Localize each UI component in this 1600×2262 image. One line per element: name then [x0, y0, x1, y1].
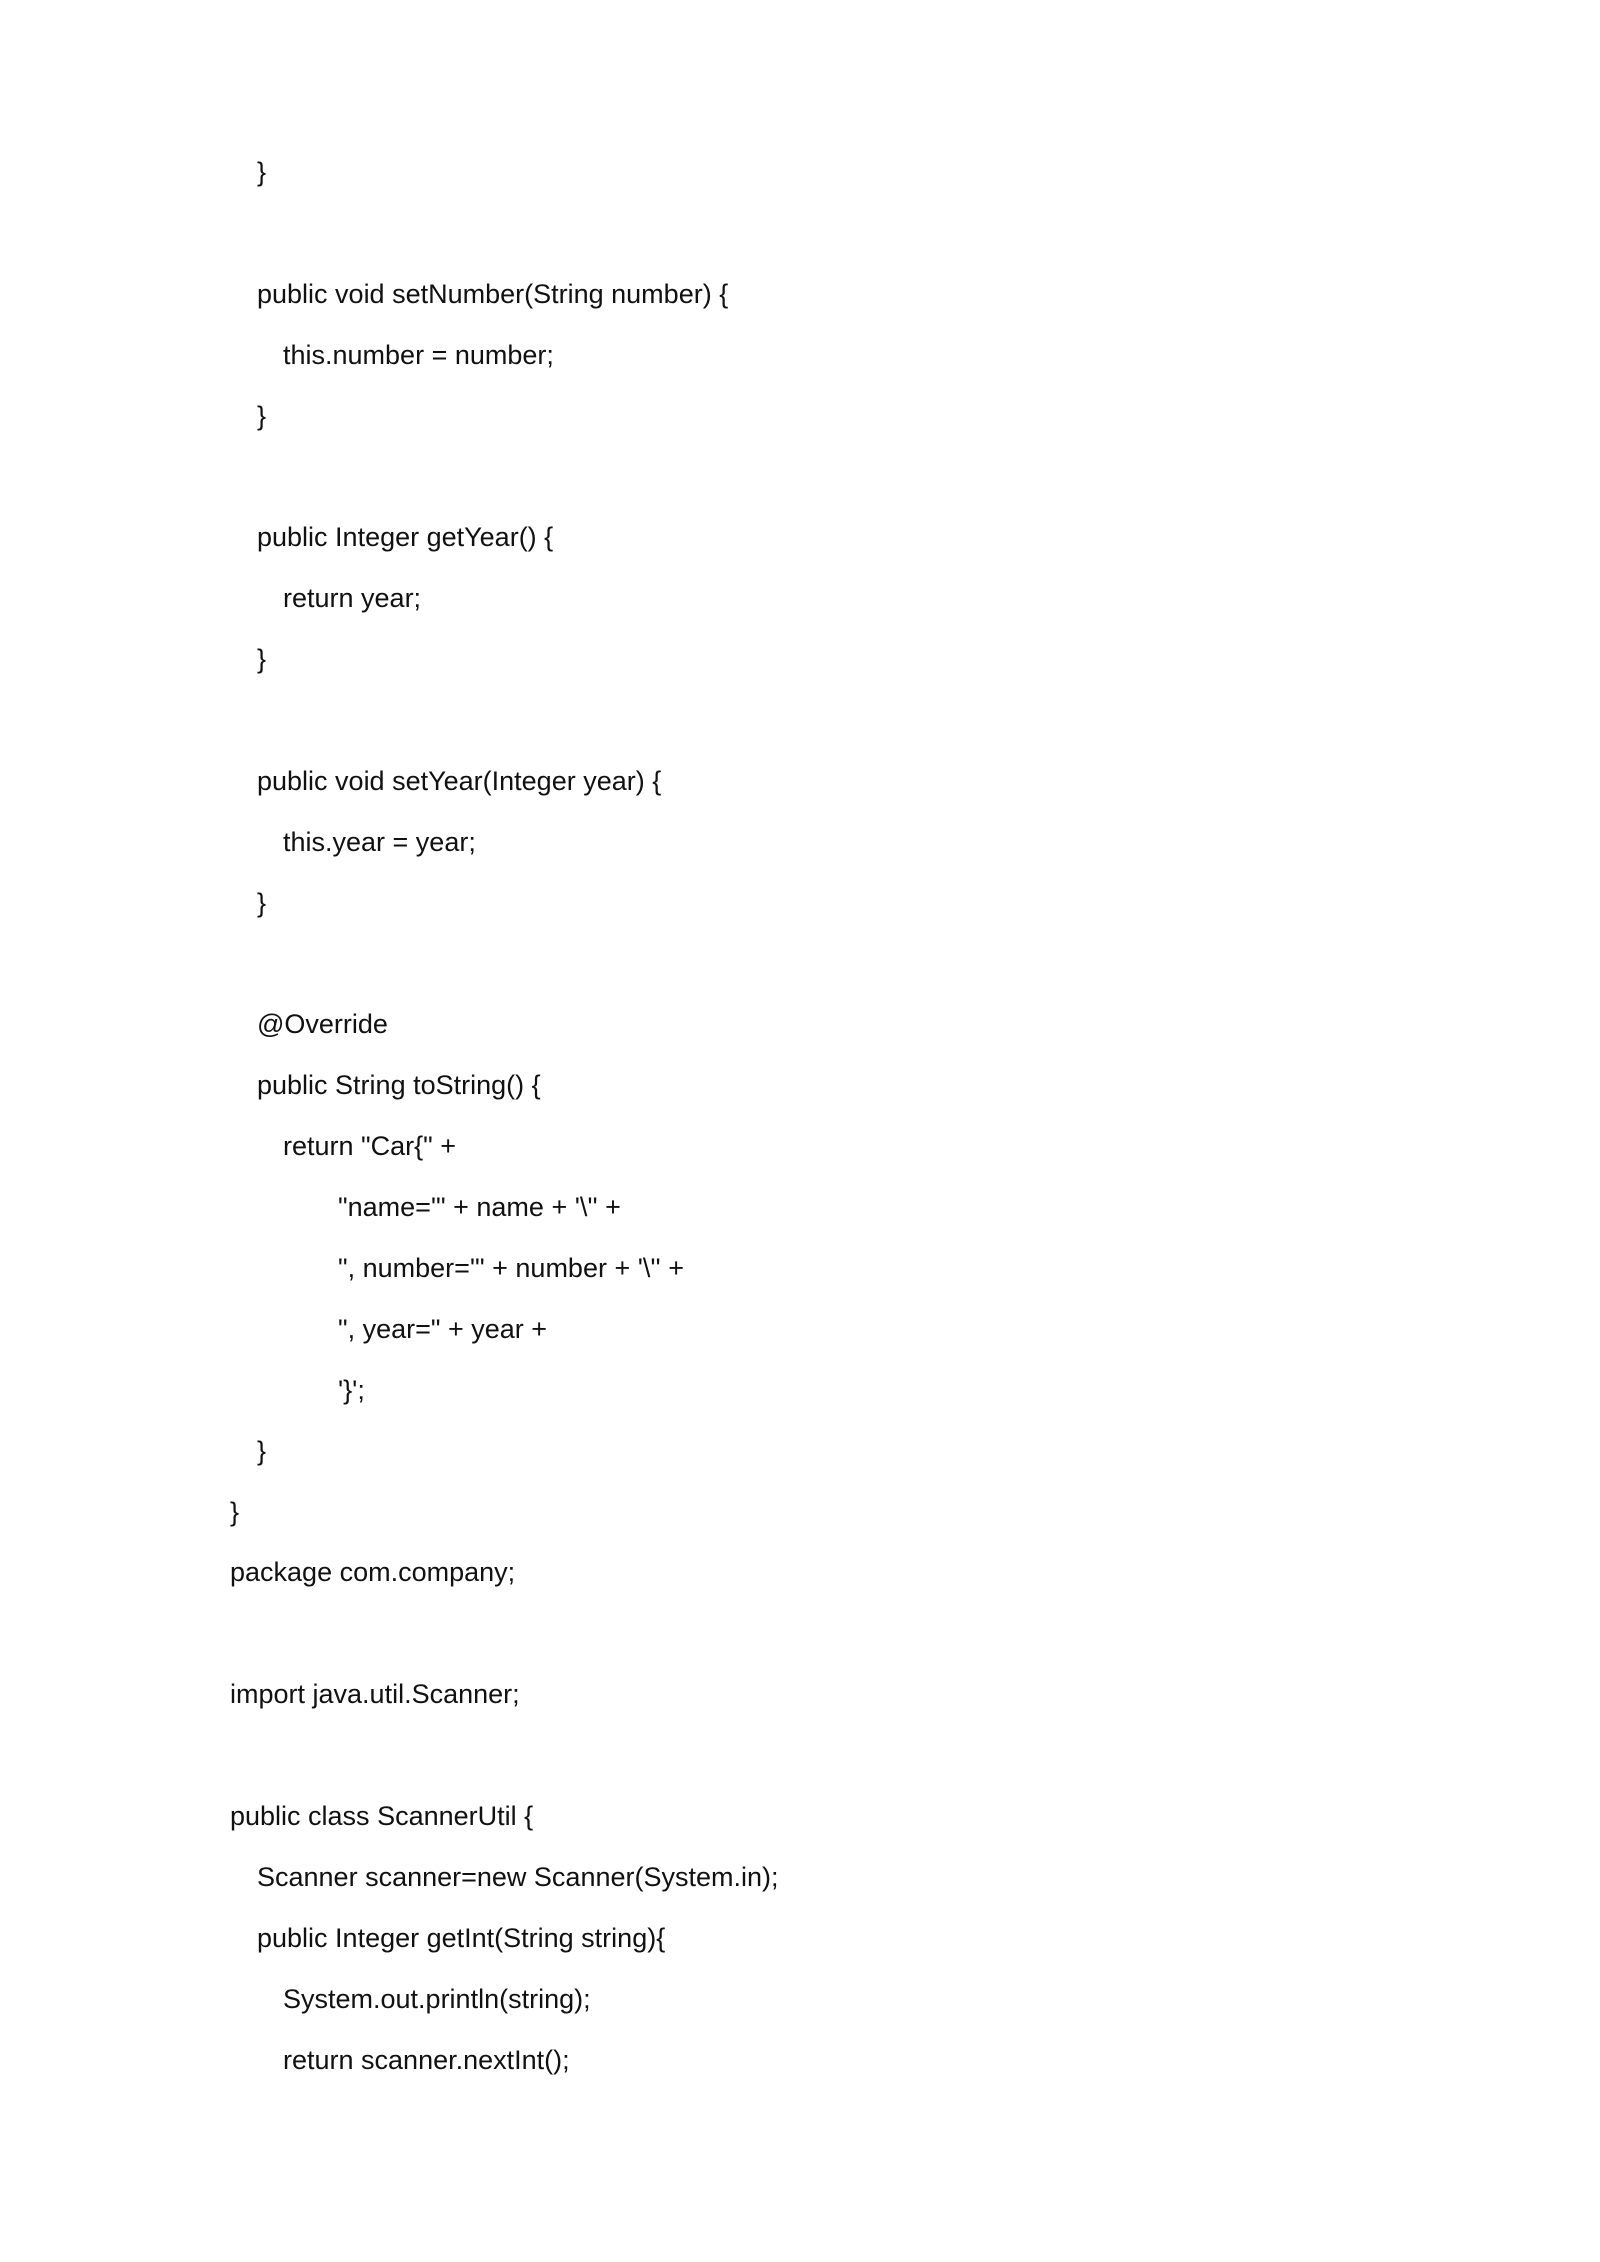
blank-line: [230, 1725, 1500, 1786]
code-line: public Integer getYear() {: [257, 522, 554, 553]
code-line: ", year=" + year +: [338, 1313, 548, 1344]
code-line: return scanner.nextInt();: [283, 2044, 570, 2075]
code-line: }: [230, 1496, 240, 1527]
code-line: Scanner scanner=new Scanner(System.in);: [257, 1861, 779, 1892]
code-line: System.out.println(string);: [283, 1983, 591, 2014]
code-line: }: [257, 400, 267, 431]
code-line: @Override: [257, 1009, 388, 1040]
code-line: public void setNumber(String number) {: [257, 278, 729, 309]
blank-line: [230, 1603, 1500, 1664]
code-line: public void setYear(Integer year) {: [257, 765, 662, 796]
code-line: ", number='" + number + '\'' +: [338, 1253, 684, 1284]
code-line: package com.company;: [230, 1557, 516, 1588]
code-line: }: [257, 157, 267, 187]
code-line: "name='" + name + '\'' +: [338, 1192, 621, 1223]
code-line: public String toString() {: [257, 1070, 541, 1101]
code-line: public class ScannerUtil {: [230, 1801, 534, 1832]
blank-line: [230, 203, 1500, 264]
blank-line: [230, 934, 1500, 995]
code-line: import java.util.Scanner;: [230, 1679, 520, 1710]
code-line: }: [257, 887, 267, 918]
code-line: }: [257, 1435, 267, 1466]
code-line: this.year = year;: [283, 826, 476, 857]
code-line: '}';: [338, 1374, 365, 1405]
code-line: public Integer getInt(String string){: [257, 1922, 666, 1953]
code-listing: [230, 142, 1500, 2091]
code-line: return "Car{" +: [283, 1131, 456, 1162]
code-line: return year;: [283, 583, 422, 614]
code-line: this.number = number;: [283, 339, 554, 370]
code-line: }: [257, 644, 267, 675]
blank-line: [230, 446, 1500, 507]
blank-line: [230, 690, 1500, 751]
